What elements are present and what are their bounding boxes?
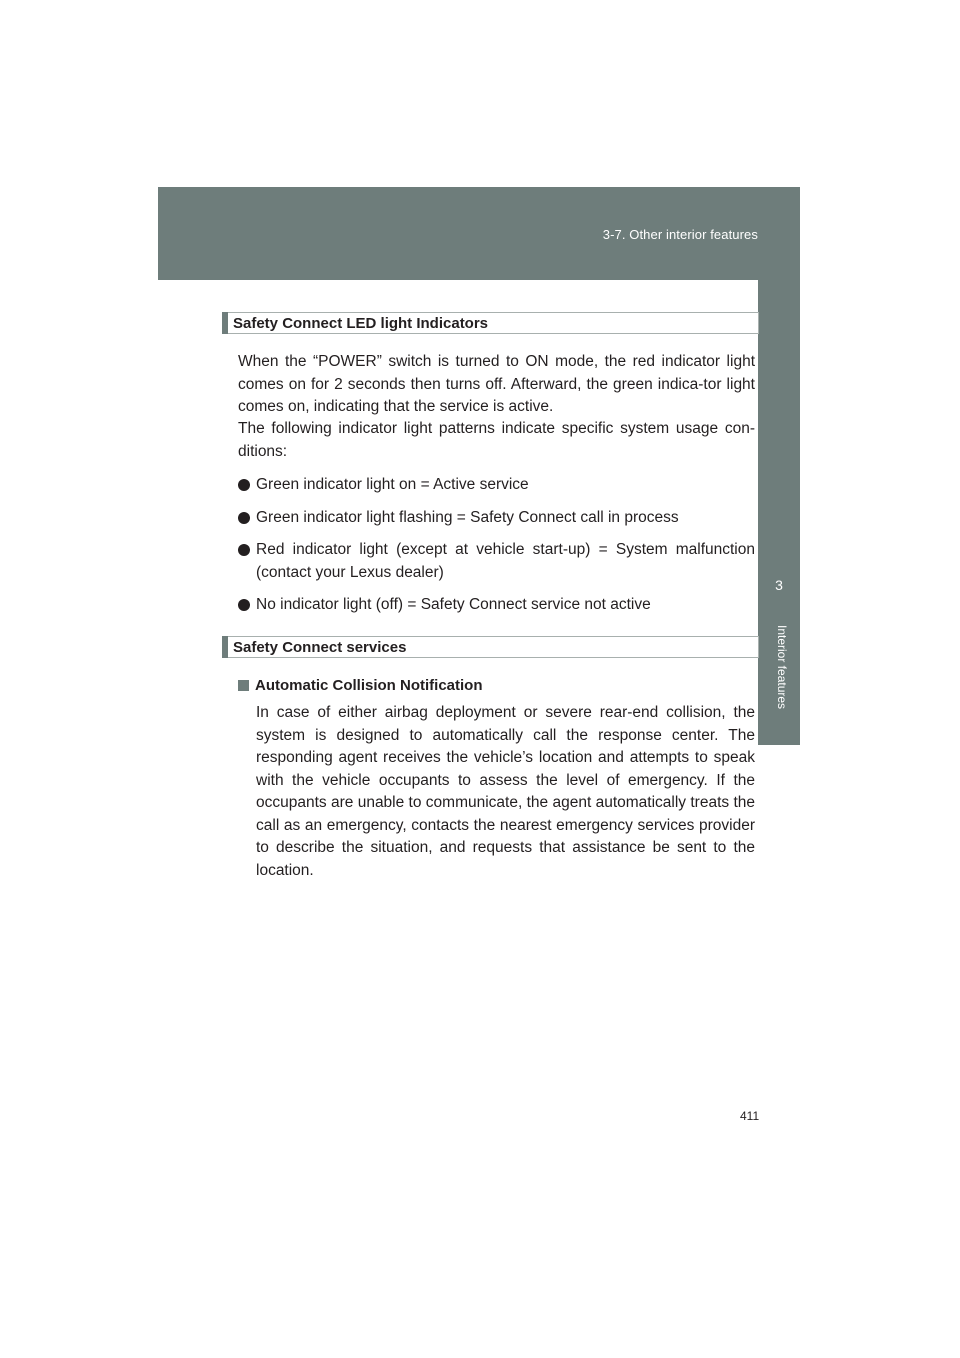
heading-marker [222,636,228,658]
subheading-text: Automatic Collision Notification [255,677,483,694]
bullet-text: Red indicator light (except at vehicle start-up) = System malfunction (contact your Lexus dealer) [256,541,755,581]
list-item [238,474,755,497]
bullet-text: Green indicator light on = Active service [256,476,529,493]
patterns-paragraph: The following indicator light patterns indicate specific system usage con-ditions: [238,420,755,460]
section-heading-text: Safety Connect LED light Indicators [233,315,489,332]
list-item [238,594,755,617]
subheading [238,677,483,694]
list-item [238,539,755,584]
section-heading-services [222,636,759,658]
bullet-text: Green indicator light flashing = Safety Connect call in process [256,509,679,526]
heading-marker [222,312,228,334]
bullet-dot [238,599,250,611]
bullet-text: No indicator light (off) = Safety Connect service not active [256,596,651,613]
chapter-number: 3 [775,577,783,593]
section-label: 3-7. Other interior features [602,227,758,242]
bullet-dot [238,512,250,524]
square-bullet-icon [238,680,249,691]
bullet-dot [238,479,250,491]
header-band [158,187,800,280]
page-number: 411 [740,1109,760,1123]
collision-paragraph: In case of either airbag deployment or severe rear-end collision, the system is designed to automatically call the response center. The responding agent receives the vehicle’s location and attempts to speak with the vehicle occupants to assess the level of emergency. If the occupants are unable to communicate, the agent automatically treats the call as an emergency, contacts the nearest emergency services provider to describe the situation, and requests that assistance be sent to the location. [256,704,755,879]
chapter-title: Interior features [775,625,789,710]
list-item [238,507,755,530]
chapter-side-tab [758,280,800,745]
bullet-dot [238,544,250,556]
section-heading-led-indicators [222,312,759,334]
section-heading-text: Safety Connect services [233,639,407,656]
intro-paragraph: When the “POWER” switch is turned to ON mode, the red indicator light comes on for 2 seconds then turns off. Afterward, the green indica-tor light comes on, indicating that the service is active. [238,353,755,415]
